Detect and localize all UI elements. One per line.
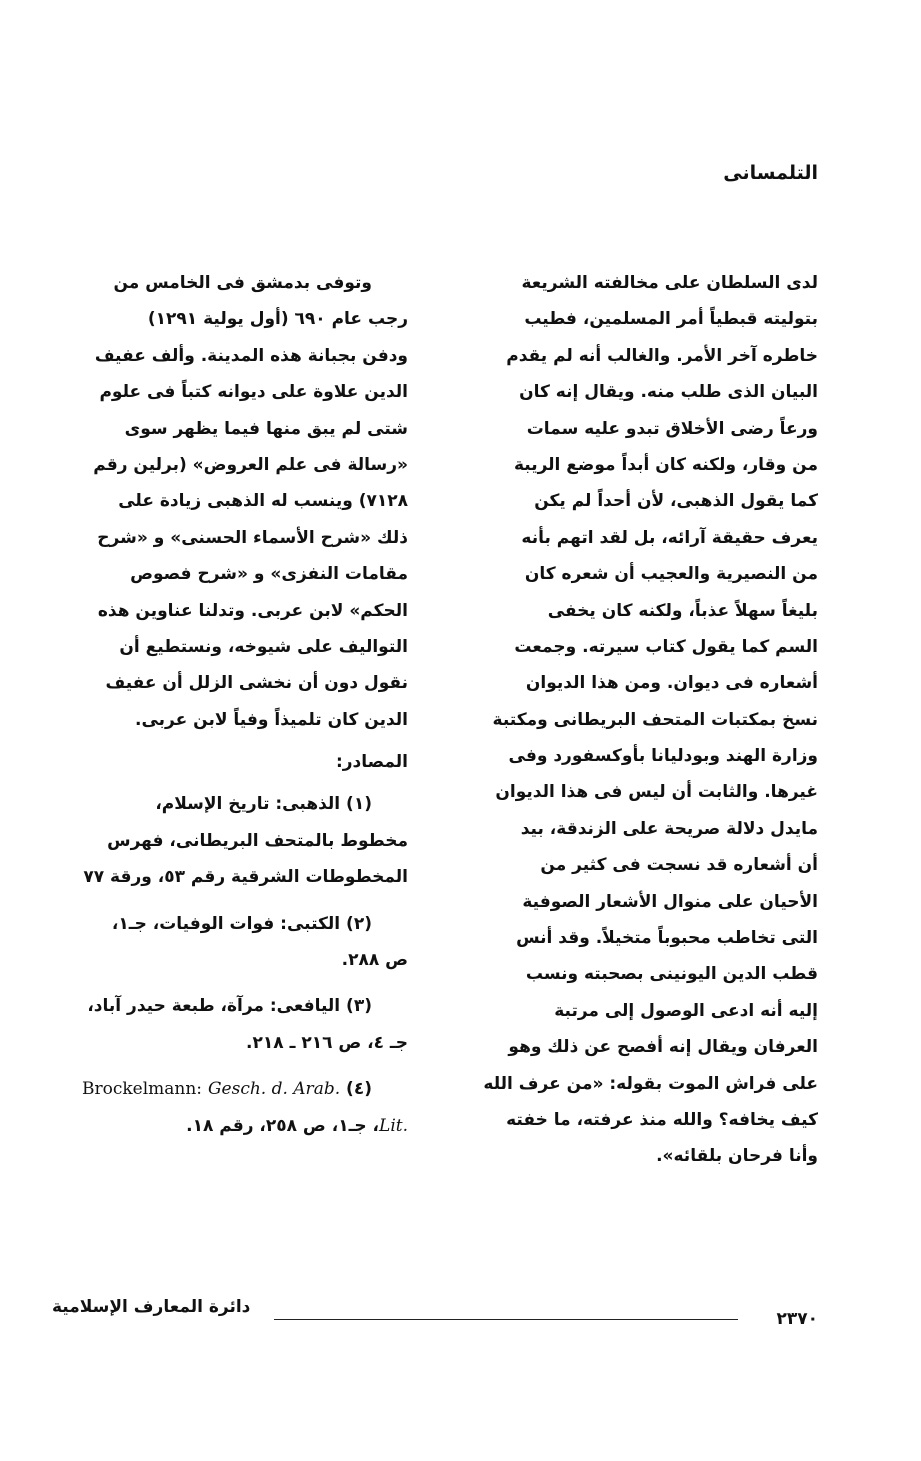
- text-line: كيف يخافه؟ والله منذ عرفته، ما خفته: [506, 1109, 818, 1130]
- source-line: ص ٢٨٨.: [341, 950, 408, 971]
- title-latin: Gesch. d. Arab.: [207, 1079, 341, 1100]
- source-line: (١) الذهبى: تاريخ الإسلام،: [155, 794, 372, 815]
- text-line: ذلك «شرح الأسماء الحسنى» و «شرح: [97, 527, 408, 548]
- text-line: نسخ بمكتبات المتحف البريطانى ومكتبة: [492, 709, 818, 730]
- text-line: كما يقول الذهبى، لأن أحداً لم يكن: [534, 491, 818, 512]
- text-line: السم كما يقول كتاب سيرته. وجمعت: [514, 636, 818, 657]
- footer-title: دائرة المعارف الإسلامية: [52, 1297, 251, 1317]
- text-line: يعرف حقيقة آرائه، بل لقد اتهم بأنه: [521, 527, 818, 548]
- text-line: أشعاره فى ديوان. ومن هذا الديوان: [525, 673, 818, 694]
- running-header: التلمسانى: [723, 162, 818, 184]
- text-line: وزارة الهند وبودليانا بأوكسفورد وفى: [508, 746, 818, 767]
- source-line: [52, 1071, 408, 1107]
- text-line: نقول دون أن نخشى الزلل أن عفيف: [105, 673, 408, 694]
- source-line: مخطوط بالمتحف البريطانى، فهرس: [107, 830, 408, 851]
- author-latin: Brockelmann:: [81, 1079, 203, 1100]
- text-line: الأحيان على منوال الأشعار الصوفية: [522, 891, 818, 912]
- footer-rule: [274, 1319, 738, 1320]
- source-line: [52, 1108, 408, 1144]
- text-line: شتى لم يبق منها فيما يظهر سوى: [124, 418, 408, 439]
- text-line: على فراش الموت بقوله: «من عرف الله: [483, 1073, 818, 1094]
- source-line: (٢) الكتبى: فوات الوفيات، جـ١،: [111, 913, 372, 934]
- source-line: المخطوطات الشرقية رقم ٥٣، ورقة ٧٧: [83, 867, 408, 888]
- left-column: [52, 265, 408, 1144]
- text-line: مقامات النفزى» و «شرح فصوص: [130, 564, 408, 585]
- text-line: بليغاً سهلاً عذباً، ولكنه كان يخفى: [547, 600, 818, 621]
- text-line: ودفن بجبانة هذه المدينة. وألف عفيف: [94, 345, 408, 366]
- sources-heading: المصادر:: [335, 752, 408, 773]
- text-line: ورعاً رضى الأخلاق تبدو عليه سمات: [526, 418, 818, 439]
- text-line: مايدل دلالة صريحة على الزندقة، بيد: [520, 818, 818, 839]
- source-number: (٤): [346, 1079, 372, 1100]
- text-line: خاطره آخر الأمر. والغالب أنه لم يقدم: [506, 345, 818, 366]
- text-line: من وقار، ولكنه كان أبداً موضع الريبة: [513, 454, 818, 475]
- text-line: الحكم» لابن عربى. وتدلنا عناوين هذه: [97, 600, 408, 621]
- text-line: قطب الدين اليونينى بصحبته ونسب: [525, 964, 818, 985]
- text-line: الدين علاوة على ديوانه كتباً فى علوم: [99, 382, 408, 403]
- source-rest: ، جـ١، ص ٢٥٨، رقم ١٨.: [186, 1115, 380, 1136]
- text-line: وتوفى بدمشق فى الخامس من: [113, 273, 372, 293]
- text-line: التى تخاطب محبوباً متخيلاً. وقد أنس: [516, 928, 818, 949]
- text-line: التواليف على شيوخه، ونستطيع أن: [119, 636, 408, 657]
- text-line: ٧١٢٨) وينسب له الذهبى زيادة على: [118, 491, 408, 512]
- text-line: من النصيرية والعجيب أن شعره كان: [524, 564, 818, 585]
- page-number: ٢٣٧٠: [776, 1309, 818, 1329]
- source-line: (٣) اليافعى: مرآة، طبعة حيدر آباد،: [87, 996, 372, 1017]
- right-column: [468, 265, 818, 1175]
- page-footer: [52, 1297, 818, 1331]
- text-line: بتوليته قبطياً أمر المسلمين، فطيب: [524, 309, 818, 330]
- text-line: إليه أنه ادعى الوصول إلى مرتبة: [554, 1000, 818, 1021]
- text-line: العرفان ويقال إنه أفصح عن ذلك وهو: [508, 1037, 818, 1058]
- text-line: «رسالة فى علم العروض» (برلين رقم: [93, 454, 408, 475]
- text-line: البيان الذى طلب منه. ويقال إنه كان: [519, 382, 818, 403]
- source-line: جـ ٤، ص ٢١٦ ـ ٢١٨.: [246, 1032, 408, 1053]
- text-line: لدى السلطان على مخالفته الشريعة: [521, 273, 818, 293]
- text-line: وأنا فرحان بلقائه».: [656, 1146, 818, 1167]
- text-line: أن أشعاره قد نسجت فى كثير من: [540, 855, 818, 876]
- text-line: الدين كان تلميذاً وفياً لابن عربى.: [135, 709, 408, 730]
- text-line: رجب عام ٦٩٠ (أول يولية ١٢٩١): [147, 309, 408, 330]
- lit-latin: Lit.: [379, 1115, 408, 1136]
- text-line: غيرها. والثابت أن ليس فى هذا الديوان: [495, 782, 818, 803]
